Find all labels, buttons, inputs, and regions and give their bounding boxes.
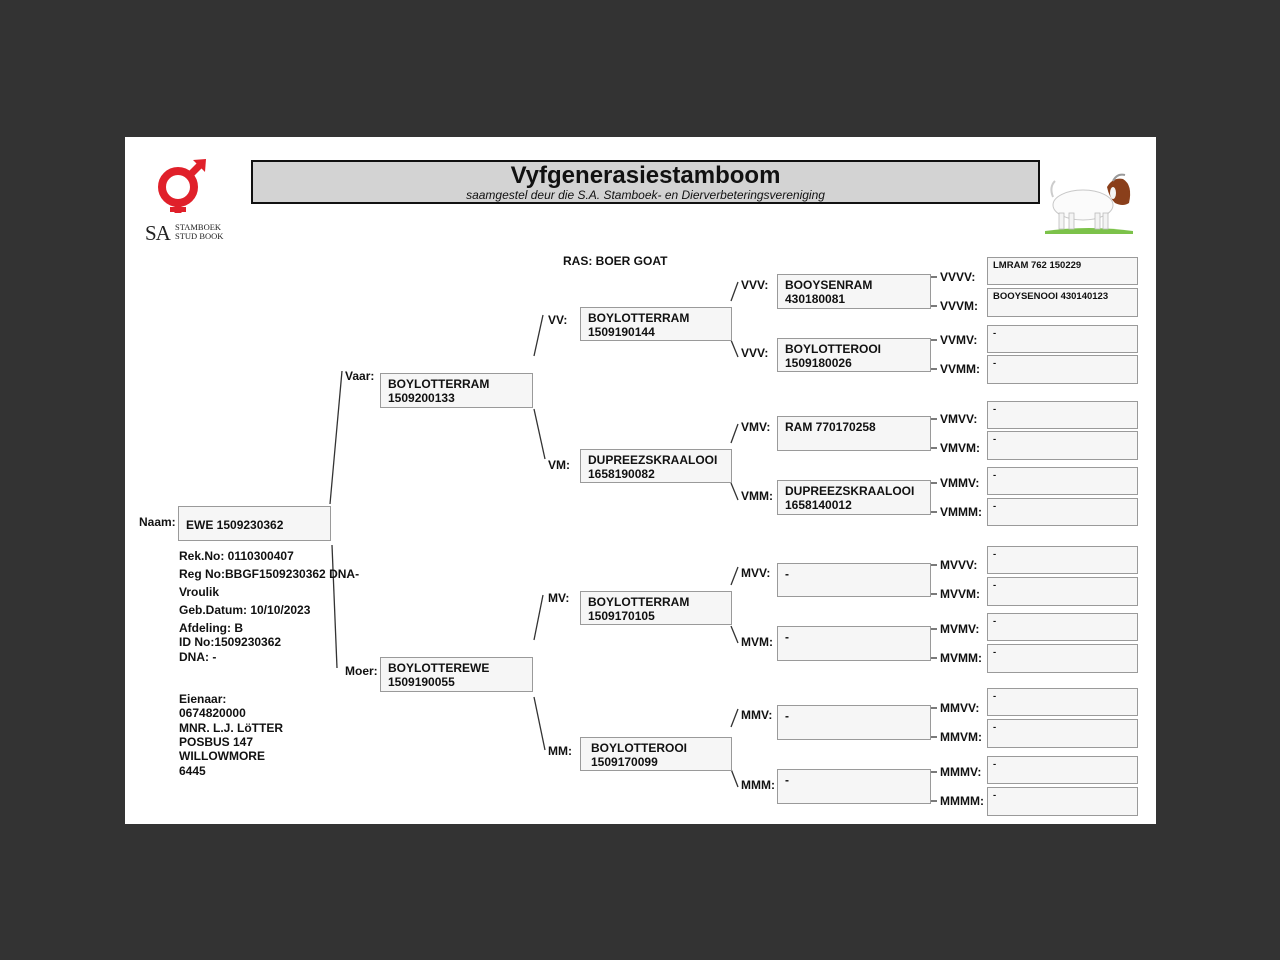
mvmm-label: MVMM: — [940, 651, 982, 665]
mvm-box[interactable] — [777, 626, 931, 661]
stud-book-logo-icon — [153, 157, 211, 217]
mv-label: MV: — [548, 591, 570, 605]
mmv-name: - — [785, 709, 789, 723]
logo-sa-text: SA — [145, 221, 170, 245]
pedigree-page — [125, 137, 1156, 824]
mvv-name: - — [785, 567, 789, 581]
subject-rekno: Rek.No: 0110300407 — [179, 549, 294, 563]
vvm-name: BOYLOTTEROOI — [785, 342, 881, 356]
vv-box[interactable] — [580, 307, 732, 341]
mmm-box[interactable] — [777, 769, 931, 804]
subject-dna: DNA: - — [179, 650, 217, 664]
dam-box[interactable] — [380, 657, 533, 692]
mmmm-label: MMMM: — [940, 794, 984, 808]
logo-line-2: STUD BOOK — [175, 230, 224, 241]
vvmv-box[interactable]: - — [987, 325, 1138, 353]
sire-box[interactable] — [380, 373, 533, 408]
mvvm-box[interactable]: - — [987, 577, 1138, 606]
sire-name: BOYLOTTERRAM — [388, 377, 490, 391]
boer-goat-image — [1043, 167, 1135, 235]
mvm-label: MVM: — [741, 635, 773, 649]
mm-label: MM: — [548, 744, 572, 758]
vmm-box[interactable] — [777, 480, 931, 515]
subject-label: Naam: — [139, 515, 176, 529]
mmvv-label: MMVV: — [940, 701, 980, 715]
mmvv-box[interactable]: - — [987, 688, 1138, 716]
mmm-label: MMM: — [741, 778, 775, 792]
mvm-name: - — [785, 630, 789, 644]
vvvm-label: VVVM: — [940, 299, 979, 313]
vmv-name: RAM 770170258 — [785, 420, 876, 434]
vvm-box[interactable] — [777, 338, 931, 372]
vvvv-box[interactable]: LMRAM 762 150229 — [987, 257, 1138, 285]
mmvm-label: MMVM: — [940, 730, 982, 744]
vvm-id: 1509180026 — [785, 356, 852, 370]
vvv-id: 430180081 — [785, 292, 846, 306]
mmmv-label: MMMV: — [940, 765, 982, 779]
vmmv-box[interactable]: - — [987, 467, 1138, 495]
mm-name: BOYLOTTEROOI — [591, 741, 687, 755]
vmv-label: VMV: — [741, 420, 771, 434]
owner-address-1: POSBUS 147 — [179, 735, 254, 749]
vmvv-box[interactable]: - — [987, 401, 1138, 429]
vvv-label: VVV: — [741, 278, 769, 292]
dam-label: Moer: — [345, 664, 378, 678]
breed-label: RAS: BOER GOAT — [563, 254, 668, 268]
vmvm-box[interactable]: - — [987, 431, 1138, 460]
vmvm-label: VMVM: — [940, 441, 980, 455]
vvv-box[interactable] — [777, 274, 931, 309]
vmm-id: 1658140012 — [785, 498, 852, 512]
vmm-name: DUPREEZSKRAALOOI — [785, 484, 915, 498]
subject-birthdate: Geb.Datum: 10/10/2023 — [179, 603, 311, 617]
mvvv-label: MVVV: — [940, 558, 978, 572]
vv-name: BOYLOTTERRAM — [588, 311, 690, 325]
vm-label: VM: — [548, 458, 570, 472]
mmv-label: MMV: — [741, 708, 773, 722]
mmmm-box[interactable]: - — [987, 787, 1138, 816]
vv-id: 1509190144 — [588, 325, 655, 339]
mvv-label: MVV: — [741, 566, 771, 580]
mvvm-label: MVVM: — [940, 587, 980, 601]
mvmv-label: MVMV: — [940, 622, 980, 636]
vm-id: 1658190082 — [588, 467, 655, 481]
subject-section: Afdeling: B — [179, 621, 243, 635]
mv-name: BOYLOTTERRAM — [588, 595, 690, 609]
vmm-label: VMM: — [741, 489, 773, 503]
vvmm-label: VVMM: — [940, 362, 980, 376]
vvv-name: BOOYSENRAM — [785, 278, 873, 292]
logo-line-1: STAMBOEK — [175, 222, 222, 232]
mvmm-box[interactable]: - — [987, 644, 1138, 673]
owner-town: WILLOWMORE — [179, 749, 265, 763]
mmmv-box[interactable]: - — [987, 756, 1138, 784]
mm-box[interactable] — [580, 737, 732, 771]
mvv-box[interactable] — [777, 563, 931, 597]
subject-name-box[interactable] — [178, 506, 331, 541]
vvmm-box[interactable]: - — [987, 355, 1138, 384]
vvvv-label: VVVV: — [940, 270, 976, 284]
logo-subtext — [175, 223, 223, 240]
mvmv-box[interactable]: - — [987, 613, 1138, 641]
vmmv-label: VMMV: — [940, 476, 980, 490]
title-banner — [251, 160, 1040, 204]
vm-box[interactable] — [580, 449, 732, 483]
mvvv-box[interactable]: - — [987, 546, 1138, 574]
subject-idno: ID No:1509230362 — [179, 635, 282, 649]
subject-sex: Vroulik — [179, 585, 220, 599]
vmv-box[interactable] — [777, 416, 931, 451]
dam-id: 1509190055 — [388, 675, 455, 689]
vmvv-label: VMVV: — [940, 412, 978, 426]
mv-box[interactable] — [580, 591, 732, 625]
owner-postcode: 6445 — [179, 764, 206, 778]
subject-name: EWE 1509230362 — [186, 518, 284, 532]
subject-regno: Reg No:BBGF1509230362 DNA- — [179, 567, 360, 581]
mmm-name: - — [785, 773, 789, 787]
owner-name: MNR. L.J. LöTTER — [179, 721, 283, 735]
vvvm-box[interactable]: BOOYSENOOI 430140123 — [987, 288, 1138, 317]
page-title: Vyfgenerasiestamboom — [510, 162, 781, 189]
owner-label: Eienaar: — [179, 692, 227, 706]
vmmm-box[interactable]: - — [987, 498, 1138, 526]
mmv-box[interactable] — [777, 705, 931, 740]
vv-label: VV: — [548, 313, 568, 327]
sire-id: 1509200133 — [388, 391, 455, 405]
vm-name: DUPREEZSKRAALOOI — [588, 453, 718, 467]
mmvm-box[interactable]: - — [987, 719, 1138, 748]
vvmv-label: VVMV: — [940, 333, 978, 347]
page-subtitle: saamgestel deur die S.A. Stamboek- en Dierverbeteringsvereniging — [466, 188, 825, 202]
mv-id: 1509170105 — [588, 609, 655, 623]
vmmm-label: VMMM: — [940, 505, 982, 519]
dam-name: BOYLOTTEREWE — [388, 661, 490, 675]
sire-label: Vaar: — [345, 369, 375, 383]
mm-id: 1509170099 — [591, 755, 658, 769]
vvm-label: VVV: — [741, 346, 769, 360]
owner-phone: 0674820000 — [179, 706, 246, 720]
